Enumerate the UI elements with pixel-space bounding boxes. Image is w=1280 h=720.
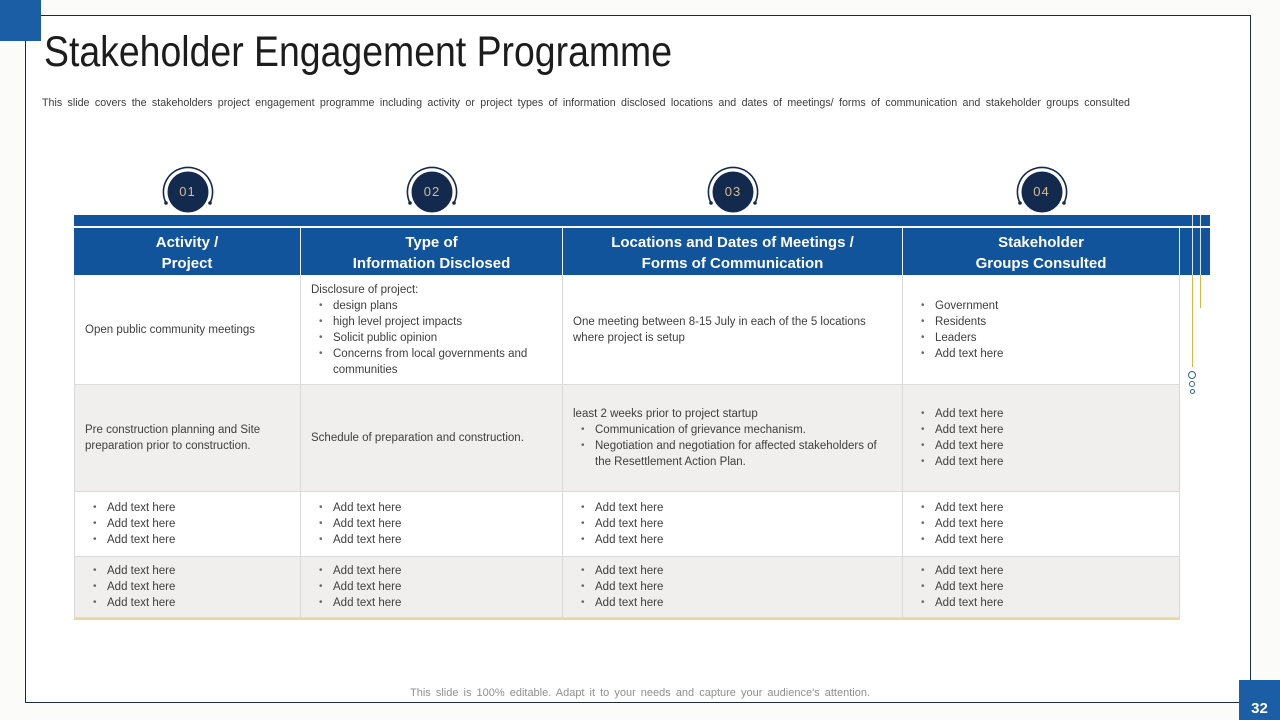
- bullet-item: [85, 579, 290, 595]
- bullet-text: Solicit public opinion: [333, 331, 438, 344]
- bullet-text: Add text here: [595, 502, 664, 514]
- table-cell: [74, 492, 301, 556]
- table-cell: [74, 275, 301, 384]
- bullet-text: Leaders: [935, 331, 977, 344]
- bullet-item: [311, 330, 552, 346]
- bullet-item: [913, 563, 1169, 579]
- dot-decoration-icon: [1189, 381, 1195, 387]
- bullet-marker-icon: •: [319, 518, 323, 529]
- table-cell: [74, 385, 301, 491]
- bullet-marker-icon: •: [921, 597, 925, 608]
- bullet-item: [913, 500, 1169, 516]
- bullet-item: [311, 532, 552, 548]
- steps-row: [74, 163, 1180, 221]
- header-line: Information Disclosed: [352, 255, 511, 272]
- step-number: 01: [179, 184, 196, 199]
- bullet-text: Add text here: [935, 518, 1004, 530]
- step-badge: [1013, 163, 1071, 221]
- bullet-marker-icon: •: [93, 534, 97, 545]
- bullet-text: Add text here: [935, 534, 1004, 546]
- bullet-item: [311, 516, 552, 532]
- cell-intro-text: Disclosure of project:: [311, 283, 419, 296]
- bullet-item: [913, 438, 1169, 454]
- step-number: 02: [423, 184, 441, 199]
- bullet-text: Add text here: [333, 518, 402, 530]
- bullet-item: [311, 500, 552, 516]
- bullet-marker-icon: •: [319, 502, 323, 513]
- bullet-item: [85, 532, 290, 548]
- bullet-marker-icon: •: [581, 518, 585, 529]
- bullet-text: Add text here: [595, 597, 664, 609]
- bullet-text: Concerns from local governments and communities: [333, 347, 528, 376]
- bullet-text: Add text here: [107, 581, 176, 593]
- bullet-item: [573, 595, 892, 611]
- bullet-marker-icon: •: [921, 331, 925, 343]
- bullet-text: Add text here: [595, 581, 664, 593]
- table-header: [74, 215, 1210, 275]
- corner-accent-square: [0, 0, 41, 41]
- bullet-item: [913, 532, 1169, 548]
- table-cell: [903, 385, 1180, 491]
- bullet-marker-icon: •: [319, 347, 323, 359]
- bullet-marker-icon: •: [921, 347, 925, 359]
- bullet-text: Add text here: [595, 565, 664, 577]
- bullet-marker-icon: •: [319, 565, 323, 576]
- bullet-text: Add text here: [935, 597, 1004, 609]
- bullet-text: Add text here: [333, 597, 402, 609]
- cell-text: Open public community meetings: [85, 323, 256, 336]
- bullet-marker-icon: •: [921, 315, 925, 327]
- bullet-marker-icon: •: [93, 502, 97, 513]
- bullet-text: Add text here: [333, 502, 402, 514]
- bullet-marker-icon: •: [319, 534, 323, 545]
- bullet-text: Communication of grievance mechanism.: [595, 424, 806, 436]
- table-row: [74, 492, 1180, 557]
- bullet-text: Government: [935, 299, 999, 312]
- bullet-text: Residents: [935, 315, 987, 328]
- bullet-marker-icon: •: [921, 518, 925, 529]
- bullet-item: [311, 579, 552, 595]
- step-badge: [403, 163, 461, 221]
- table-cell: [563, 385, 903, 491]
- table-cell: [563, 492, 903, 556]
- step-number: 04: [1033, 184, 1050, 199]
- step-badge: [704, 163, 762, 221]
- band-accent-line: [1192, 215, 1193, 275]
- bullet-marker-icon: •: [921, 299, 925, 311]
- table-row: [74, 385, 1180, 492]
- table-cell: [903, 557, 1180, 617]
- table-header-cell: [903, 228, 1180, 275]
- table-row: [74, 557, 1180, 618]
- bullet-item: [85, 500, 290, 516]
- bullet-marker-icon: •: [921, 581, 925, 592]
- bullet-marker-icon: •: [581, 424, 585, 435]
- bullet-item: [573, 579, 892, 595]
- gold-divider-line: [1200, 275, 1201, 308]
- bullet-text: Add text here: [595, 534, 664, 546]
- bullet-text: design plans: [333, 299, 398, 312]
- page-number-badge: 32: [1239, 680, 1280, 720]
- table-header-cell: [74, 228, 301, 275]
- table-cell: [903, 492, 1180, 556]
- bullet-item: [573, 532, 892, 548]
- bullet-item: [311, 346, 552, 378]
- step-column: [74, 163, 301, 221]
- bullet-item: [311, 314, 552, 330]
- slide-footer-note: This slide is 100% editable. Adapt it to your needs and capture your audience's attention.: [410, 687, 870, 699]
- cell-text: One meeting between 8-15 July in each of the 5 locations where project is setup: [573, 315, 866, 344]
- bullet-item: [913, 298, 1169, 314]
- bullet-marker-icon: •: [581, 502, 585, 513]
- bullet-text: Add text here: [595, 518, 664, 530]
- bullet-item: [573, 563, 892, 579]
- bullet-text: Add text here: [107, 597, 176, 609]
- step-column: [563, 163, 903, 221]
- bullet-marker-icon: •: [581, 597, 585, 608]
- bullet-text: Add text here: [935, 408, 1004, 420]
- bullet-item: [85, 563, 290, 579]
- step-number: 03: [724, 184, 742, 199]
- bullet-item: [311, 563, 552, 579]
- bullet-item: [85, 516, 290, 532]
- step-badge: [159, 163, 217, 221]
- cell-text: Pre construction planning and Site preparation prior to construction.: [85, 424, 261, 452]
- bullet-item: [913, 314, 1169, 330]
- bullet-marker-icon: •: [93, 581, 97, 592]
- bullet-item: [573, 516, 892, 532]
- table-cell: [563, 275, 903, 384]
- table-cell: [301, 275, 563, 384]
- header-line: Locations and Dates of Meetings /: [611, 234, 854, 251]
- bullet-marker-icon: •: [921, 456, 925, 467]
- bullet-text: Add text here: [333, 534, 402, 546]
- table-cell: [903, 275, 1180, 384]
- bullet-item: [913, 330, 1169, 346]
- step-column: [903, 163, 1180, 221]
- bullet-marker-icon: •: [93, 565, 97, 576]
- bullet-item: [311, 595, 552, 611]
- bullet-marker-icon: •: [93, 518, 97, 529]
- bullet-text: Add text here: [935, 424, 1004, 436]
- bullet-item: [85, 595, 290, 611]
- bullet-item: [913, 406, 1169, 422]
- bullet-item: [311, 298, 552, 314]
- bullet-marker-icon: •: [581, 534, 585, 545]
- table-header-cells: [74, 228, 1180, 275]
- header-line: Stakeholder: [998, 234, 1084, 251]
- table-cell: [74, 557, 301, 617]
- bullet-item: [913, 422, 1169, 438]
- table-cell: [301, 557, 563, 617]
- bullet-text: Add text here: [333, 581, 402, 593]
- page-subtitle: This slide covers the stakeholders project engagement programme including activity or project types of information disclosed locations and dates of meetings/ forms of communication and stakeholder groups consulted: [42, 97, 1130, 109]
- bullet-text: Add text here: [107, 565, 176, 577]
- table-cell: [563, 557, 903, 617]
- bullet-text: Add text here: [107, 534, 176, 546]
- dot-decoration-icon: [1190, 389, 1195, 394]
- header-line: Forms of Communication: [641, 255, 824, 272]
- table-bottom-accent-line: [74, 618, 1180, 620]
- table-row: [74, 275, 1180, 385]
- page-title: Stakeholder Engagement Programme: [44, 28, 673, 76]
- bullet-item: [913, 346, 1169, 362]
- table-header-cell: [563, 228, 903, 275]
- bullet-marker-icon: •: [581, 581, 585, 592]
- header-line: Project: [161, 255, 213, 272]
- bullet-marker-icon: •: [921, 502, 925, 513]
- bullet-text: Add text here: [935, 440, 1004, 452]
- bullet-item: [913, 454, 1169, 470]
- bullet-text: Add text here: [935, 502, 1004, 514]
- bullet-marker-icon: •: [921, 565, 925, 576]
- bullet-marker-icon: •: [319, 331, 323, 343]
- bullet-marker-icon: •: [921, 440, 925, 451]
- bullet-marker-icon: •: [319, 581, 323, 592]
- bullet-marker-icon: •: [319, 315, 323, 327]
- bullet-marker-icon: •: [319, 597, 323, 608]
- band-accent-line: [1200, 215, 1201, 275]
- table-cell: [301, 385, 563, 491]
- bullet-item: [573, 438, 892, 470]
- bullet-text: high level project impacts: [333, 315, 463, 328]
- bullet-marker-icon: •: [319, 299, 323, 311]
- table-cell: [301, 492, 563, 556]
- bullet-marker-icon: •: [921, 424, 925, 435]
- bullet-marker-icon: •: [93, 597, 97, 608]
- bullet-item: [913, 595, 1169, 611]
- header-line: Activity /: [155, 234, 219, 251]
- bullet-item: [573, 500, 892, 516]
- bullet-text: Add text here: [935, 565, 1004, 577]
- dot-decoration-icon: [1188, 371, 1196, 379]
- bullet-marker-icon: •: [581, 565, 585, 576]
- bullet-text: Add text here: [935, 581, 1004, 593]
- bullet-marker-icon: •: [921, 408, 925, 419]
- cell-intro-text: least 2 weeks prior to project startup: [573, 408, 758, 420]
- bullet-text: Negotiation and negotiation for affected stakeholders of the Resettlement Action Plan.: [595, 440, 877, 468]
- bullet-text: Add text here: [935, 347, 1004, 360]
- bullet-item: [573, 422, 892, 438]
- bullet-item: [913, 516, 1169, 532]
- header-line: Groups Consulted: [975, 255, 1107, 272]
- bullet-text: Add text here: [935, 456, 1004, 468]
- gold-divider-line: [1192, 275, 1193, 367]
- bullet-text: Add text here: [107, 502, 176, 514]
- step-column: [301, 163, 563, 221]
- bullet-marker-icon: •: [581, 440, 585, 451]
- bullet-marker-icon: •: [921, 534, 925, 545]
- cell-text: Schedule of preparation and construction.: [311, 432, 524, 444]
- table-body: [74, 275, 1180, 618]
- bullet-item: [913, 579, 1169, 595]
- table-header-cell: [301, 228, 563, 275]
- bullet-text: Add text here: [107, 518, 176, 530]
- header-line: Type of: [405, 234, 458, 251]
- bullet-text: Add text here: [333, 565, 402, 577]
